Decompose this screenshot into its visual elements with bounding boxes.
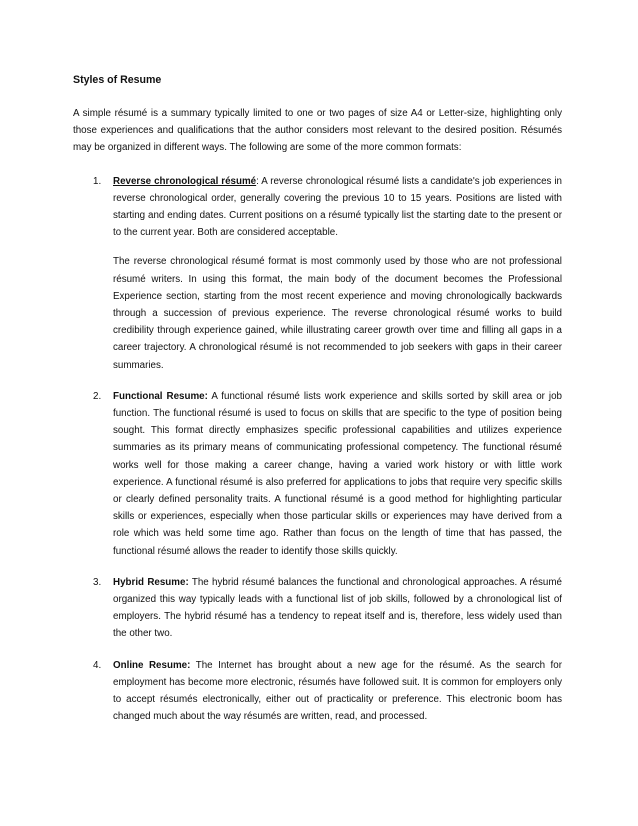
list-item-term: Hybrid Resume: <box>113 576 189 588</box>
list-item-text <box>113 657 562 726</box>
resume-formats-list <box>73 173 562 726</box>
term-separator: : <box>256 175 259 187</box>
intro-paragraph: A simple résumé is a summary typically limited to one or two pages of size A4 or Letter-size, highlighting only those experiences and qualifications that the author considers most relevant to the desired position. Résumés may be organized in different ways. The following are some of the more common formats: <box>73 108 562 154</box>
list-item <box>73 388 562 560</box>
list-item <box>73 173 562 374</box>
list-item-body: The Internet has brought about a new age for the résumé. As the search for employment has become more electronic, résumés have followed suit. It is common for employers only to accept résumés electronically, either out of practicality or preference. This electronic boom has changed much about the way résumés are written, read, and processed. <box>113 659 562 723</box>
list-item-number: 2. <box>93 390 102 402</box>
list-item-term: Online Resume: <box>113 659 191 671</box>
list-item <box>73 657 562 726</box>
document-page <box>73 73 562 740</box>
document-title: Styles of Resume <box>73 74 162 86</box>
list-item-body: A functional résumé lists work experience and skills sorted by skill area or job function. The functional résumé is used to focus on skills that are specific to the type of position being sought. This format directly emphasizes specific professional capabilities and utilizes experience summaries as its primary means of communicating professional competency. The functional résumé works well for those making a career change, having a varied work history or with little work experience. A functional résumé is also preferred for applications to jobs that require very specific skills or clearly defined personality traits. A functional résumé is a good method for highlighting particular skills or experiences, especially when those particular skills or experiences may have derived from a role which was held some time ago. Rather than focus on the length of time that has passed, the functional résumé allows the reader to identify those skills quickly. <box>113 390 562 557</box>
list-item-text <box>113 173 562 242</box>
list-item-term: Functional Resume: <box>113 390 208 402</box>
list-item-text <box>113 388 562 560</box>
list-item-body: A reverse chronological résumé lists a candidate's job experiences in reverse chronological order, generally covering the previous 10 to 15 years. Positions are listed with starting and ending dates. Current positions on a résumé typically list the starting date to the present or to the current year. Both are considered acceptable. <box>113 175 562 239</box>
list-item-text <box>113 574 562 643</box>
list-item-body: The hybrid résumé balances the functional and chronological approaches. A résumé organized this way typically leads with a functional list of job skills, followed by a chronological list of employers. The hybrid résumé has a tendency to repeat itself and is, therefore, less widely used than the other two. <box>113 576 562 640</box>
list-item-number: 3. <box>93 576 102 588</box>
list-item-number: 4. <box>93 659 102 671</box>
list-item-number: 1. <box>93 175 102 187</box>
list-item-term: Reverse chronological résumé <box>113 175 257 187</box>
list-item-extra-paragraph: The reverse chronological résumé format is most commonly used by those who are not professional résumé writers. In using this format, the main body of the document becomes the Professional Experience section, starting from the most recent experience and moving chronologically backwards through a succession of previous experience. The reverse chronological résumé works to build credibility through experience gained, while illustrating career growth over time and filling all gaps in a career trajectory. A chronological résumé is not recommended to job seekers with gaps in their career summaries. <box>113 256 562 371</box>
list-item <box>73 574 562 643</box>
